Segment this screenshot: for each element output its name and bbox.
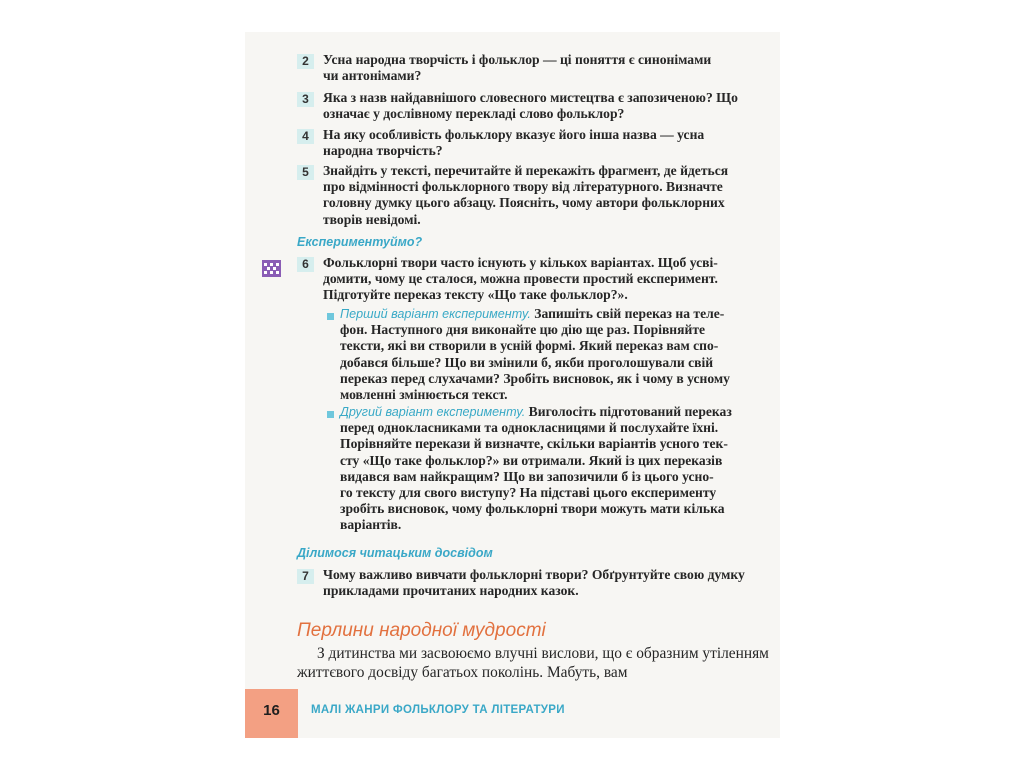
variant-line: тексти, які ви створили в усній формі. Який переказ вам спо-	[340, 338, 719, 354]
question-text	[323, 127, 774, 159]
experiment-icon	[262, 260, 281, 282]
question-line: народна творчість?	[323, 143, 443, 159]
question-number: 4	[297, 129, 314, 144]
question-number: 7	[297, 569, 314, 584]
question-text	[323, 255, 774, 304]
variant-2	[340, 404, 774, 534]
question-line: про відмінності фольклорного твору від літературного. Визначте	[323, 179, 723, 195]
variant-line: фон. Наступного дня виконайте цю дію ще раз. Порівняйте	[340, 322, 706, 338]
subheading-share: Ділимося читацьким досвідом	[297, 546, 493, 560]
question-line: Знайдіть у тексті, перечитайте й перекажіть фрагмент, де йдеться	[323, 163, 729, 178]
variant-line: видався вам найкращим? Що ви запозичили б із цього усно-	[340, 468, 714, 484]
variant-line: го тексту для свого виступу? На підставі цього експерименту	[340, 485, 717, 501]
variant-line: мовленні змінюється текст.	[340, 387, 508, 403]
question-line: означає у дослівному перекладі слово фольклор?	[323, 106, 625, 122]
variant-label: Перший варіант експерименту.	[340, 307, 531, 321]
question-text	[323, 567, 774, 599]
question-line: творів невідомі.	[323, 211, 421, 227]
question-number: 2	[297, 54, 314, 69]
question-number: 6	[297, 257, 314, 272]
question-line: домити, чому це сталося, можна провести простий експеримент.	[323, 271, 718, 287]
running-title: МАЛІ ЖАНРИ ФОЛЬКЛОРУ ТА ЛІТЕРАТУРИ	[311, 704, 565, 716]
question-text	[323, 52, 774, 84]
question-line: головну думку цього абзацу. Поясніть, чому автори фольклорних	[323, 195, 725, 211]
question-line: Яка з назв найдавнішого словесного мистецтва є запозиченою? Що	[323, 90, 738, 105]
textbook-page	[245, 32, 780, 738]
question-text	[323, 90, 774, 122]
question-line: Фольклорні твори часто існують у кількох варіантах. Щоб усві-	[323, 255, 718, 270]
variant-line: Запишіть свій переказ на теле-	[530, 306, 725, 321]
variant-1	[340, 306, 774, 403]
question-line: На яку особливість фольклору вказує його інша назва — усна	[323, 127, 705, 142]
question-number: 5	[297, 165, 314, 180]
variant-line: сту «Що таке фольклор?» ви отримали. Який із цих переказів	[340, 452, 723, 468]
variant-label: Другий варіант експерименту.	[340, 405, 526, 419]
page-footer	[245, 689, 780, 738]
question-line: Чому важливо вивчати фольклорні твори? Обґрунтуйте свою думку	[323, 567, 745, 582]
question-line: чи антонімами?	[323, 68, 422, 84]
variant-line: перед однокласниками та однокласницями й послухайте їхні.	[340, 420, 719, 436]
variant-line: зробіть висновок, чому фольклорні твори можуть мати кілька	[340, 501, 725, 517]
subheading-experiment: Експериментуймо?	[297, 235, 423, 249]
variant-line: Виголосіть підготований переказ	[525, 404, 732, 419]
question-text	[323, 163, 774, 228]
section-intro: З дитинства ми засвоюємо влучні вислови, що є образним утіленням життєвого досвіду багатьох поколінь. Мабуть, вам	[297, 645, 769, 681]
bullet-marker	[327, 313, 334, 320]
question-line: Підготуйте переказ тексту «Що таке фольклор?».	[323, 287, 628, 303]
section-title: Перлини народної мудрості	[297, 620, 546, 641]
variant-line: переказ перед слухачами? Зробіть висновок, як і чому в усному	[340, 370, 730, 386]
question-number: 3	[297, 92, 314, 107]
variant-line: варіантів.	[340, 517, 402, 533]
bullet-marker	[327, 411, 334, 418]
variant-line: добався більше? Що ви змінили б, якби проголошували свій	[340, 354, 714, 370]
question-line: прикладами прочитаних народних казок.	[323, 583, 579, 599]
question-line: Усна народна творчість і фольклор — ці поняття є синонімами	[323, 52, 712, 67]
variant-line: Порівняйте перекази й визначте, скільки варіантів усного тек-	[340, 436, 728, 452]
page-number: 16	[245, 689, 298, 738]
